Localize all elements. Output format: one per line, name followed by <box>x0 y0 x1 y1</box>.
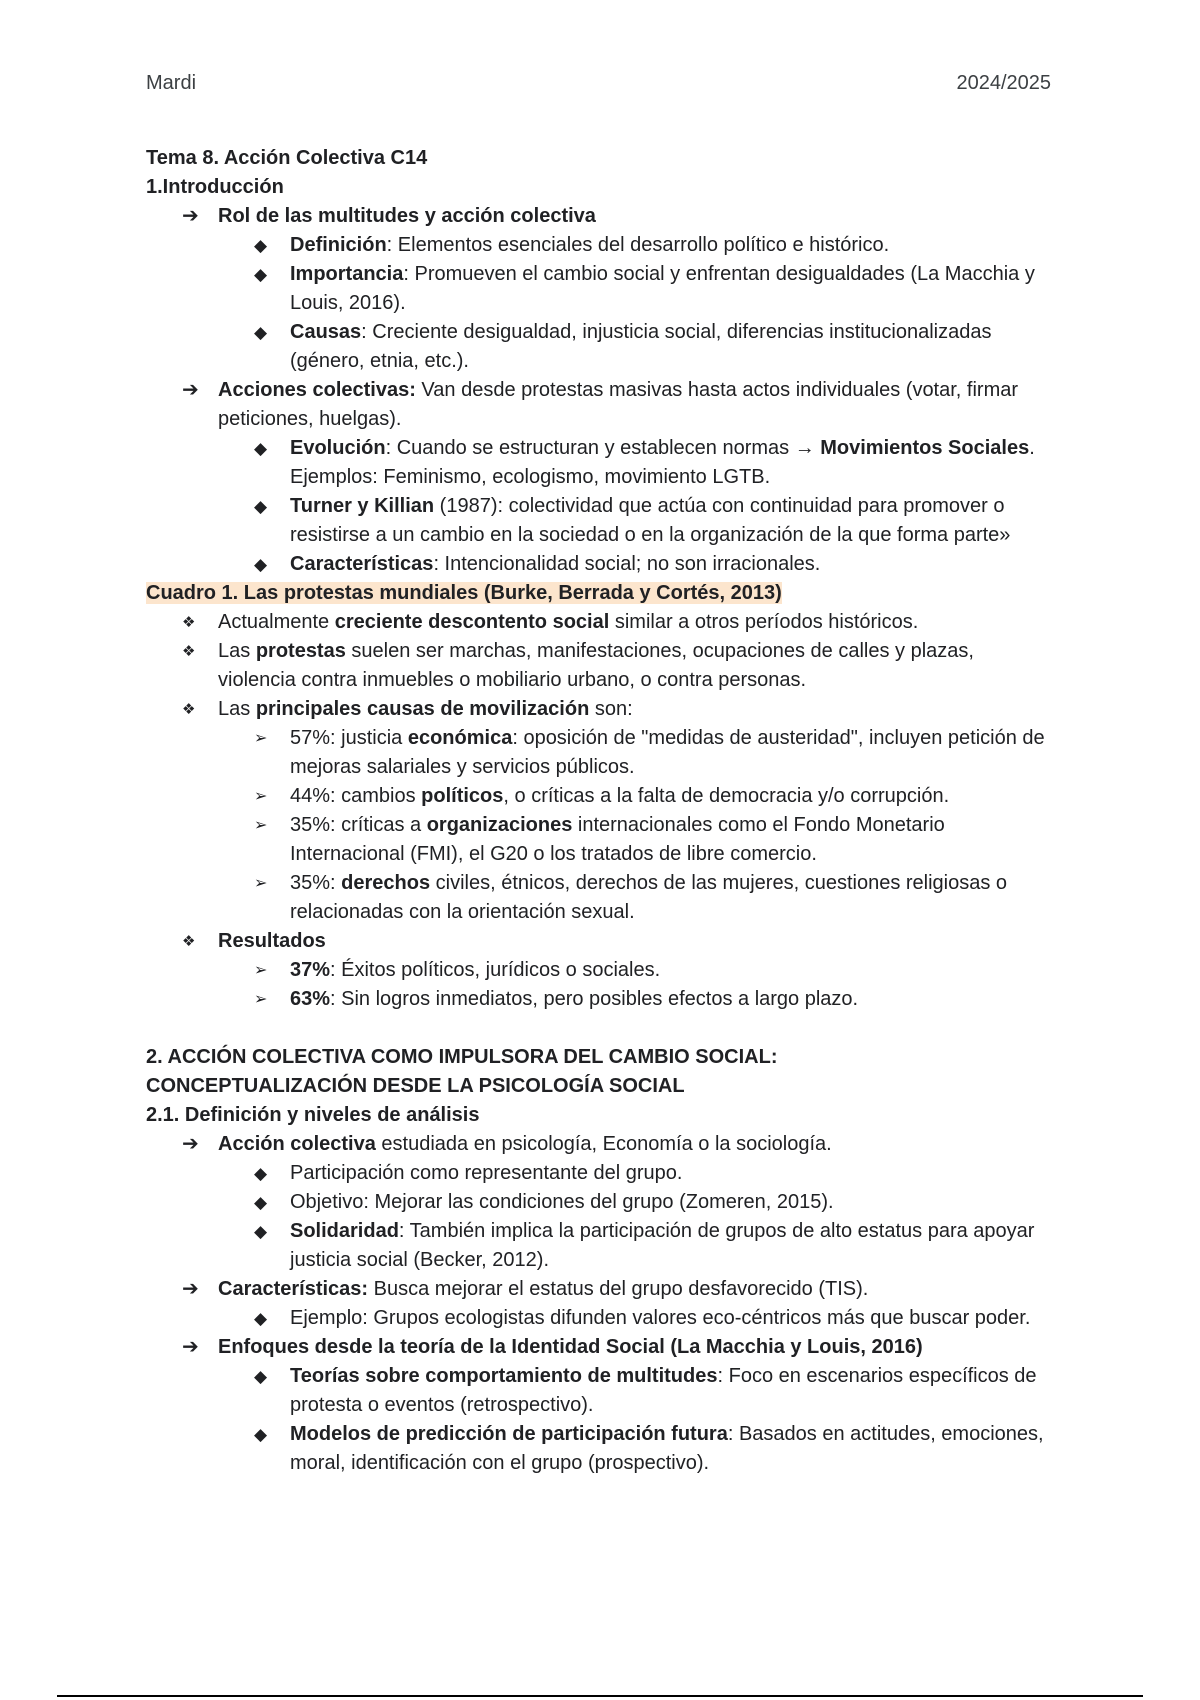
arrow-bullet-icon: ➔ <box>182 379 199 401</box>
diamond-bullet-icon: ◆ <box>254 1309 268 1328</box>
arrowhead-bullet-icon: ➢ <box>254 875 268 892</box>
arrowhead-bullet-icon: ➢ <box>254 788 268 805</box>
list-item: ◆ Turner y Killian (1987): colectividad que actúa con continuidad para promover o resistirse a un cambio en la sociedad o en la organización de la que forma parte» <box>146 492 1051 550</box>
section-1-heading: 1.Introducción <box>146 176 284 198</box>
list-item: ◆ Teorías sobre comportamiento de multitudes: Foco en escenarios específicos de protesta o eventos (retrospectivo). <box>146 1362 1051 1420</box>
list-item: ➔ Enfoques desde la teoría de la Identidad Social (La Macchia y Louis, 2016) <box>146 1333 1051 1362</box>
arrow-bullet-icon: ➔ <box>182 1278 199 1300</box>
diamond-bullet-icon: ◆ <box>254 1425 268 1444</box>
list-item: ➔ Características: Busca mejorar el estatus del grupo desfavorecido (TIS). <box>146 1275 1051 1304</box>
list-item: ◆ Importancia: Promueven el cambio social y enfrentan desigualdades (La Macchia y Louis, 2016). <box>146 260 1051 318</box>
list-item: ◆ Ejemplo: Grupos ecologistas difunden valores eco-céntricos más que buscar poder. <box>146 1304 1051 1333</box>
list-item: ➢ 37%: Éxitos políticos, jurídicos o sociales. <box>146 956 1051 985</box>
page-bottom-rule <box>57 1695 1143 1697</box>
document-body <box>146 144 1051 1478</box>
section-2-heading: 2. ACCIÓN COLECTIVA COMO IMPULSORA DEL CAMBIO SOCIAL: CONCEPTUALIZACIÓN DESDE LA PSICOLOGÍA SOCIAL <box>146 1046 778 1097</box>
list-item: ❖ Las protestas suelen ser marchas, manifestaciones, ocupaciones de calles y plazas, violencia contra inmuebles o mobiliario urbano, o contra personas. <box>146 637 1051 695</box>
list-item: ➔ Acción colectiva estudiada en psicología, Economía o la sociología. <box>146 1130 1051 1159</box>
diamond-bullet-icon: ◆ <box>254 1222 268 1241</box>
list-item: ➢ 35%: críticas a organizaciones internacionales como el Fondo Monetario Internacional (FMI), el G20 o los tratados de libre comercio. <box>146 811 1051 869</box>
arrowhead-bullet-icon: ➢ <box>254 962 268 979</box>
list-item: ➢ 35%: derechos civiles, étnicos, derechos de las mujeres, cuestiones religiosas o relacionadas con la orientación sexual. <box>146 869 1051 927</box>
arrowhead-bullet-icon: ➢ <box>254 730 268 747</box>
arrow-bullet-icon: ➔ <box>182 1133 199 1155</box>
list-item: ◆ Evolución: Cuando se estructuran y establecen normas → Movimientos Sociales. Ejemplos: Feminismo, ecologismo, movimiento LGTB. <box>146 434 1051 492</box>
list-item: ➔ Rol de las multitudes y acción colectiva <box>146 202 1051 231</box>
diamond-bullet-icon: ◆ <box>254 1193 268 1212</box>
arrowhead-bullet-icon: ➢ <box>254 991 268 1008</box>
list-item: ◆ Objetivo: Mejorar las condiciones del grupo (Zomeren, 2015). <box>146 1188 1051 1217</box>
page-header <box>146 72 1051 95</box>
list-item: ◆ Modelos de predicción de participación futura: Basados en actitudes, emociones, moral, identificación con el grupo (prospectivo). <box>146 1420 1051 1478</box>
list-item: ➢ 63%: Sin logros inmediatos, pero posibles efectos a largo plazo. <box>146 985 1051 1014</box>
four-diamond-bullet-icon: ❖ <box>182 643 196 660</box>
list-item: ➢ 44%: cambios políticos, o críticas a la falta de democracia y/o corrupción. <box>146 782 1051 811</box>
list-item: ◆ Participación como representante del grupo. <box>146 1159 1051 1188</box>
diamond-bullet-icon: ◆ <box>254 439 268 458</box>
diamond-bullet-icon: ◆ <box>254 236 268 255</box>
list-item: ❖ Resultados <box>146 927 1051 956</box>
diamond-bullet-icon: ◆ <box>254 265 268 284</box>
four-diamond-bullet-icon: ❖ <box>182 933 196 950</box>
four-diamond-bullet-icon: ❖ <box>182 701 196 718</box>
list-item: ◆ Definición: Elementos esenciales del desarrollo político e histórico. <box>146 231 1051 260</box>
arrow-bullet-icon: ➔ <box>182 205 199 227</box>
header-day: Mardi <box>146 72 197 94</box>
header-year: 2024/2025 <box>956 72 1051 94</box>
list-item: ❖ Las principales causas de movilización son: <box>146 695 1051 724</box>
list-item: ◆ Solidaridad: También implica la participación de grupos de alto estatus para apoyar justicia social (Becker, 2012). <box>146 1217 1051 1275</box>
diamond-bullet-icon: ◆ <box>254 497 268 516</box>
diamond-bullet-icon: ◆ <box>254 1164 268 1183</box>
list-item: ❖ Actualmente creciente descontento social similar a otros períodos históricos. <box>146 608 1051 637</box>
diamond-bullet-icon: ◆ <box>254 323 268 342</box>
diamond-bullet-icon: ◆ <box>254 555 268 574</box>
list-item: ➢ 57%: justicia económica: oposición de "medidas de austeridad", incluyen petición de mejoras salariales y servicios públicos. <box>146 724 1051 782</box>
document-title: Tema 8. Acción Colectiva C14 <box>146 147 428 169</box>
list-item: ➔ Acciones colectivas: Van desde protestas masivas hasta actos individuales (votar, firmar peticiones, huelgas). <box>146 376 1051 434</box>
list-item: ◆ Causas: Creciente desigualdad, injusticia social, diferencias institucionalizadas (género, etnia, etc.). <box>146 318 1051 376</box>
four-diamond-bullet-icon: ❖ <box>182 614 196 631</box>
diamond-bullet-icon: ◆ <box>254 1367 268 1386</box>
arrow-bullet-icon: ➔ <box>182 1336 199 1358</box>
cuadro-heading: Cuadro 1. Las protestas mundiales (Burke, Berrada y Cortés, 2013) <box>146 582 782 604</box>
list-item: ◆ Características: Intencionalidad social; no son irracionales. <box>146 550 1051 579</box>
arrowhead-bullet-icon: ➢ <box>254 817 268 834</box>
spacer <box>146 1014 1051 1043</box>
section-2-1-heading: 2.1. Definición y niveles de análisis <box>146 1104 480 1126</box>
